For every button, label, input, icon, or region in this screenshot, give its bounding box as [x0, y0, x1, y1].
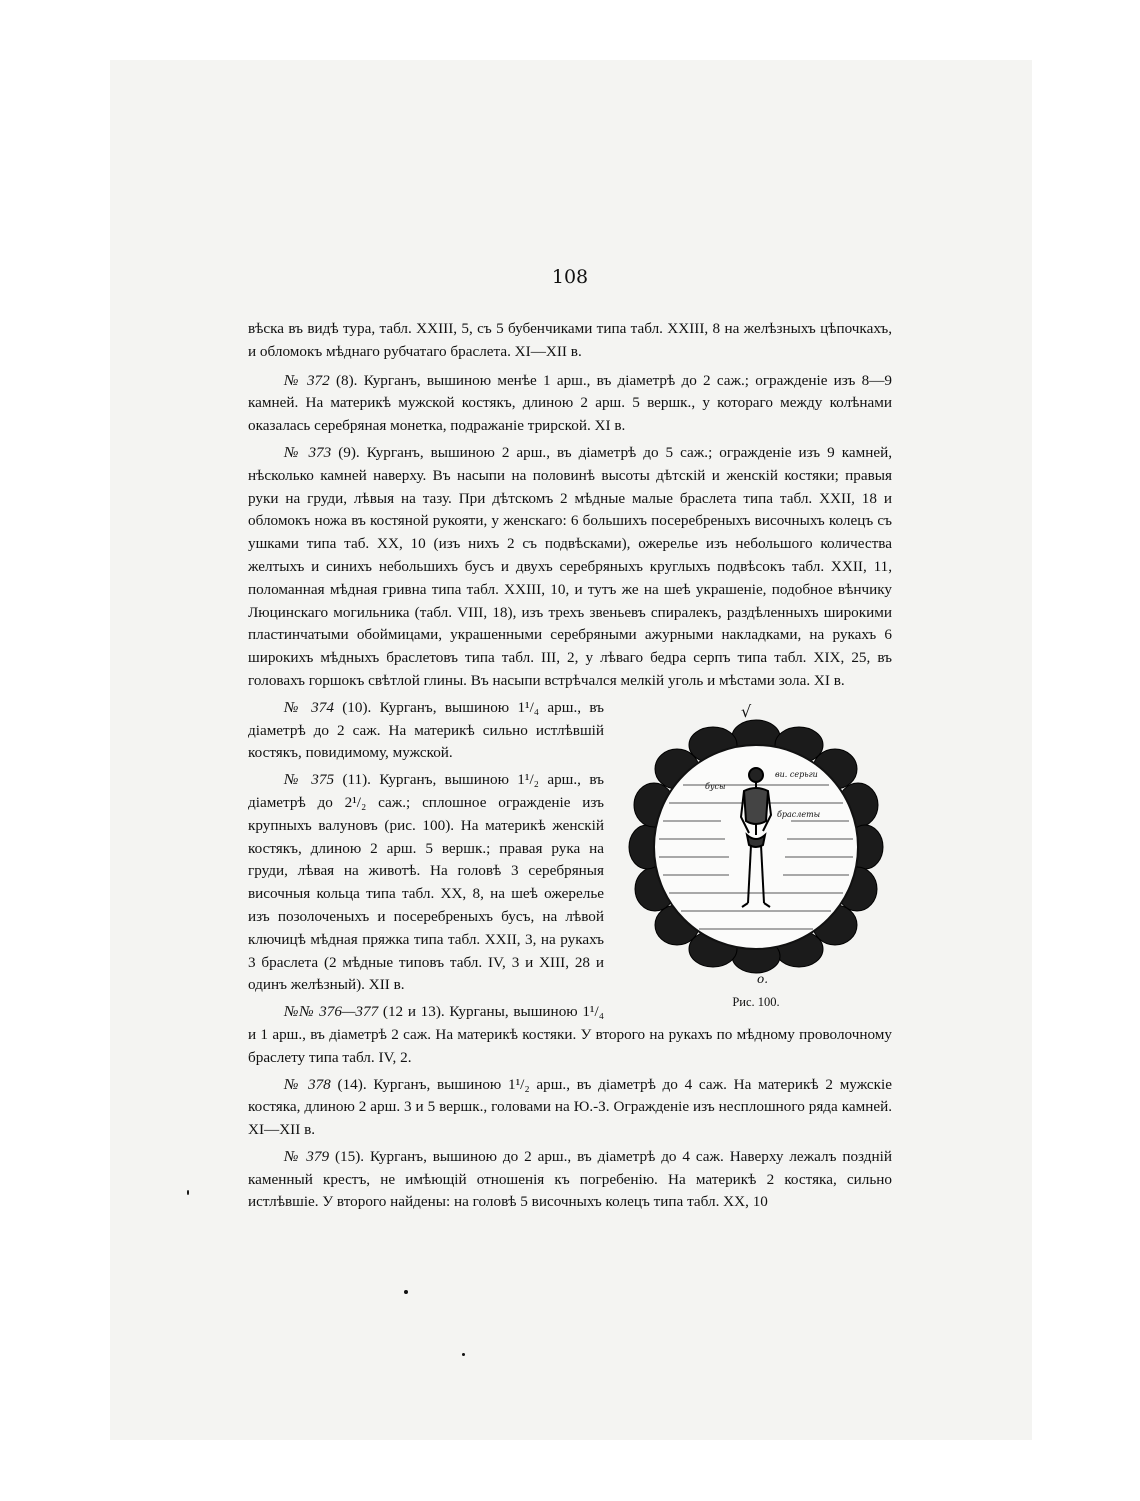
entry-number: № 374: [284, 698, 334, 716]
entry-text: (14). Курганъ, вышиною 1¹/₂ арш., въ діаметрѣ до 4 саж. На материкѣ 2 мужскіе костяка, длиною 2 арш. 3 и 5 вершк., головами на Ю.-З. Огражденіе изъ несплошного ряда камней. XI—XII в.: [248, 1075, 892, 1139]
paragraph-text: вѣска въ видѣ тура, табл. XXIII, 5, съ 5 бубенчиками типа табл. XXIII, 8 на желѣзныхъ цѣпочкахъ, и обломокъ мѣднаго рубчатаго браслета. XI—XII в.: [248, 320, 892, 360]
paragraph-continuation: [248, 318, 892, 364]
entry-text: (12 и 13). Курганы, вышиною 1¹/₄ и 1 арш., въ діаметрѣ 2 саж. На материкѣ костяки. У второго на рукахъ по мѣдному проволочному браслету типа табл. IV, 2.: [248, 1003, 892, 1066]
entry-379: [248, 1146, 892, 1214]
sketch-label-earrings: ви. серьги: [775, 769, 818, 779]
page-number: 108: [551, 266, 589, 288]
body-text: [248, 318, 892, 1218]
sketch-label-beads: бусы: [705, 781, 726, 791]
tick-mark: √: [741, 701, 752, 721]
figure-100: [620, 699, 892, 1014]
sketch-label-bracelets: браслеты: [777, 809, 821, 819]
orientation-mark: о.: [757, 971, 769, 986]
entry-text: (11). Курганъ, вышиною 1¹/₂ арш., въ діаметрѣ до 2¹/₂ саж.; сплошное огражденіе изъ крупныхъ валуновъ (рис. 100). На материкѣ женскій костякъ, длиною 2 арш. 5 вершк.; правая рука на груди, лѣвая на животѣ. На головѣ 3 серебряныя височныя кольца типа табл. XX, 8, на шеѣ ожерелье изъ позолоченыхъ и посеребреныхъ бусъ, на лѣвой ключицѣ мѣдная пряжка типа табл. XXII, 3, на рукахъ 3 браслета (2 мѣдные типовъ табл. IV, 3 и XIII, 28 и одинъ желѣзный). XII в.: [248, 771, 604, 994]
scan-speck: [462, 1353, 465, 1356]
scan-speck: [187, 1190, 189, 1195]
entry-text: (8). Курганъ, вышиною менѣе 1 арш., въ діаметрѣ до 2 саж.; огражденіе изъ 8—9 камней. На материкѣ мужской костякъ, длиною 2 арш. 5 вершк., у котораго между колѣнами оказалась серебряная монетка, подражаніе трирской. XI в.: [248, 371, 892, 435]
entry-number: № 372: [284, 371, 330, 389]
entry-372: [248, 370, 892, 438]
entry-text: (10). Курганъ, вышиною 1¹/₄ арш., въ діаметрѣ до 2 саж. На материкѣ сильно истлѣвшій костякъ, повидимому, мужской.: [248, 698, 604, 762]
entry-number: № 373: [284, 443, 332, 461]
entry-text: (9). Курганъ, вышиною 2 арш., въ діаметрѣ до 5 саж.; огражденіе изъ 9 камней, нѣсколько камней наверху. Въ насыпи на половинѣ высоты дѣтскій и женскій костяки; правыя руки на груди, лѣвыя на тазу. При дѣтскомъ 2 мѣдные малые браслета типа табл. XXII, 18 и обломокъ ножа въ костяной рукояти, у женскаго: 6 большихъ посеребреныхъ височныхъ колецъ съ ушками типа таб. XX, 10 (изъ нихъ 2 съ подвѣсками), ожерелье изъ небольшого количества желтыхъ и синихъ небольшихъ бусъ и двухъ серебряныхъ круглыхъ подвѣсокъ табл. XXII, 11, поломанная мѣдная гривна типа табл. XXIII, 10, и тутъ же на шеѣ украшеніе, подобное вѣнчику Люцинскаго могильника (табл. VIII, 18), изъ трехъ звеньевъ спиралекъ, раздѣленныхъ широкими пластинчатыми обоймицами, украшенными серебряными ажурными накладками, на рукахъ 6 широкихъ мѣдныхъ браслетовъ типа табл. III, 2, у лѣваго бедра серпъ типа табл. XIX, 25, въ головахъ горшокъ свѣтлой глины. Въ насыпи встрѣчался мелкій уголь и мѣстами зола. XI в.: [248, 443, 892, 689]
entry-number: № 378: [284, 1075, 331, 1093]
entry-378: [248, 1074, 892, 1142]
entry-number: №№ 376—377: [284, 1003, 379, 1021]
scan-speck: [404, 1290, 408, 1294]
burial-mound-sketch: [625, 699, 887, 989]
figure-caption: Рис. 100.: [732, 994, 780, 1009]
entry-373: [248, 442, 892, 693]
entry-text: (15). Курганъ, вышиною до 2 арш., въ діаметрѣ до 4 саж. Наверху лежалъ поздній каменный крестъ, не имѣющій отношенія къ погребенію. На материкѣ 2 костяка, сильно истлѣвшіе. У второго найдены: на головѣ 5 височныхъ колецъ типа табл. XX, 10: [248, 1147, 892, 1211]
entry-number: № 375: [284, 771, 335, 789]
entry-number: № 379: [284, 1147, 330, 1165]
